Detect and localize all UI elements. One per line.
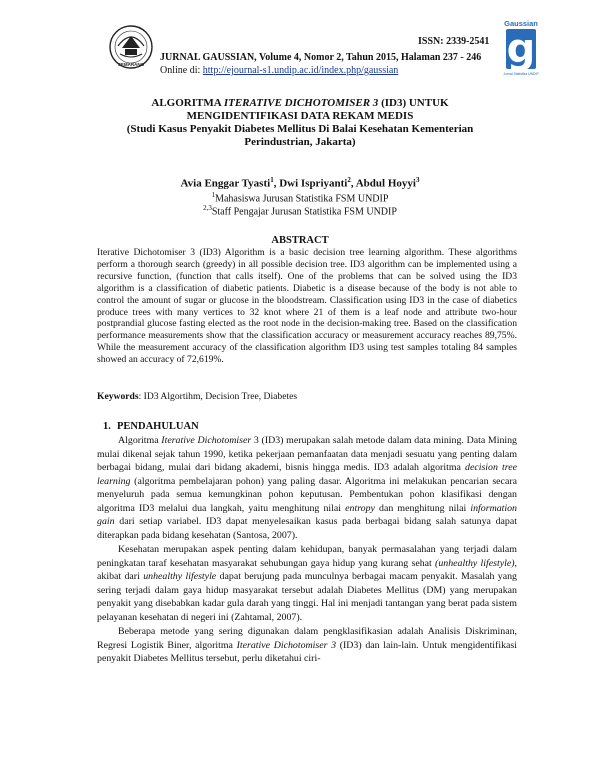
affiliation-2: $^{2,3}$Staff Pengajar Jurusan Statistika FSM UNDIP [203,204,397,218]
issn-label: ISSN: 2339-2541 [418,36,490,47]
abstract-text: Iterative Dichotomiser 3 (ID3) Algorithm is a basic decision tree learning algorithm. These algorithms perform a thorough search (greedy) in all possible decision tree. ID3 algorithm can be implemented using a recursive function, (function that calls itself). One of the problems that can be solved using the ID3 algorithm is a classification of diabetic patients. Diabetic is a disease because of the body is not able to control the amount of sugar or glucose in the bloodstream. Classification using ID3 in the case of diabetics produce trees with many vertices to 32 knot where 21 of them is a leaf node and attribute two-hour postprandial glucose fasting elected as the root node in the decision-making tree. Based on the classification performance measurements show that the classification accuracy or measurement accuracy reaches 89,75%. While the measurement accuracy of the classification algorithm ID3 using test samples totaling 84 samples showed an accuracy of 72,619%. [97,247,517,366]
abstract-heading: ABSTRACT [271,235,329,246]
paragraph-3: Beberapa metode yang sering digunakan dalam pengklasifikasian adalah Analisis Diskriminan, Regresi Logistik Biner, algoritma Iterative Dichotomiser 3 (ID3) dan lain-lain. Untuk mengidentifikasi penyakit Diabetes Mellitus tersebut, perlu diketahui ciri- [97,626,517,664]
paper-title [100,97,500,149]
author-list: Avia Enggar Tyasti$^1$, Dwi Ispriyanti$^2$, Abdul Hoyyi$^3$ [180,176,420,190]
keywords-line [97,391,297,402]
logo-wordmark: Gaussian [504,19,538,28]
keywords-label: Keywords [97,391,139,402]
university-seal-icon [108,24,154,70]
title-line-4: Perindustrian, Jakarta) [244,136,356,148]
journal-url-link[interactable]: http://ejournal-s1.undip.ac.id/index.php/gaussian [202,65,399,76]
online-line [160,65,398,76]
title-line-2: MENGIDENTIFIKASI DATA REKAM MEDIS [186,110,414,122]
online-prefix: Online di: [160,65,203,76]
paragraph-1: Algoritma Iterative Dichotomiser 3 (ID3) merupakan salah metode dalam data mining. Data Mining mulai dikenal sejak tahun 1990, ketika pekerjaan pemanfaatan data menjadi sesuatu yang penting dalam berbagai bidang, mulai dari bidang akademi, bisnis hingga medis. ID3 adalah algoritma decision tree learning (algoritma pembelajaran pohon) yang paling dasar. Algoritma ini melakukan pencarian secara menyeluruh pada semua kemungkinan pohon keputusan. Pembentukan pohon klasifikasi dengan algoritma ID3 melalui dua langkah, yaitu menghitung nilai entropy dan menghitung nilai information gain dari setiap variabel. ID3 dapat menyelesaikan kasus pada berbagai bidang salah satunya dapat diterapkan pada bidang kesehatan (Santosa, 2007). [97,435,517,541]
section-heading: 1. PENDAHULUAN [103,421,199,432]
gaussian-logo-icon [500,18,542,78]
paragraph-2: Kesehatan merupakan aspek penting dalam kehidupan, banyak permasalahan yang terjadi dalam peningkatan taraf kesehatan masyarakat sehubungan gaya hidup yang kurang sehat (unhealthy lifestyle), akibat dari unhealthy lifestyle dapat berujung pada munculnya berbagai macam penyakit. Masalah yang sering terjadi dalam gaya hidup masyarakat tersebut adalah Diabetes Mellitus (DM) yang merupakan penyakit yang disebabkan kadar gula darah yang tinggi. Hal ini menjadi tantangan yang berat pada sistem pelayanan kesehatan di negeri ini (Zahtamal, 2007). [97,544,517,623]
keywords-value: : ID3 Algortihm, Decision Tree, Diabetes [138,391,298,402]
logo-subtext: Jurnal Statistika UNDIP [503,72,539,76]
title-line-1: ALGORITMA ITERATIVE DICHOTOMISER 3 (ID3) UNTUK [151,97,449,109]
title-line-3: (Studi Kasus Penyakit Diabetes Mellitus Di Balai Kesehatan Kementerian [126,123,474,135]
journal-citation: JURNAL GAUSSIAN, Volume 4, Nomor 2, Tahun 2015, Halaman 237 - 246 [160,52,482,63]
body-text [97,434,517,667]
seal-text: SEMARANG [117,62,145,67]
logo-letter: g [506,26,536,72]
affiliation-1: $^1$Mahasiswa Jurusan Statistika FSM UNDIP [211,191,389,205]
